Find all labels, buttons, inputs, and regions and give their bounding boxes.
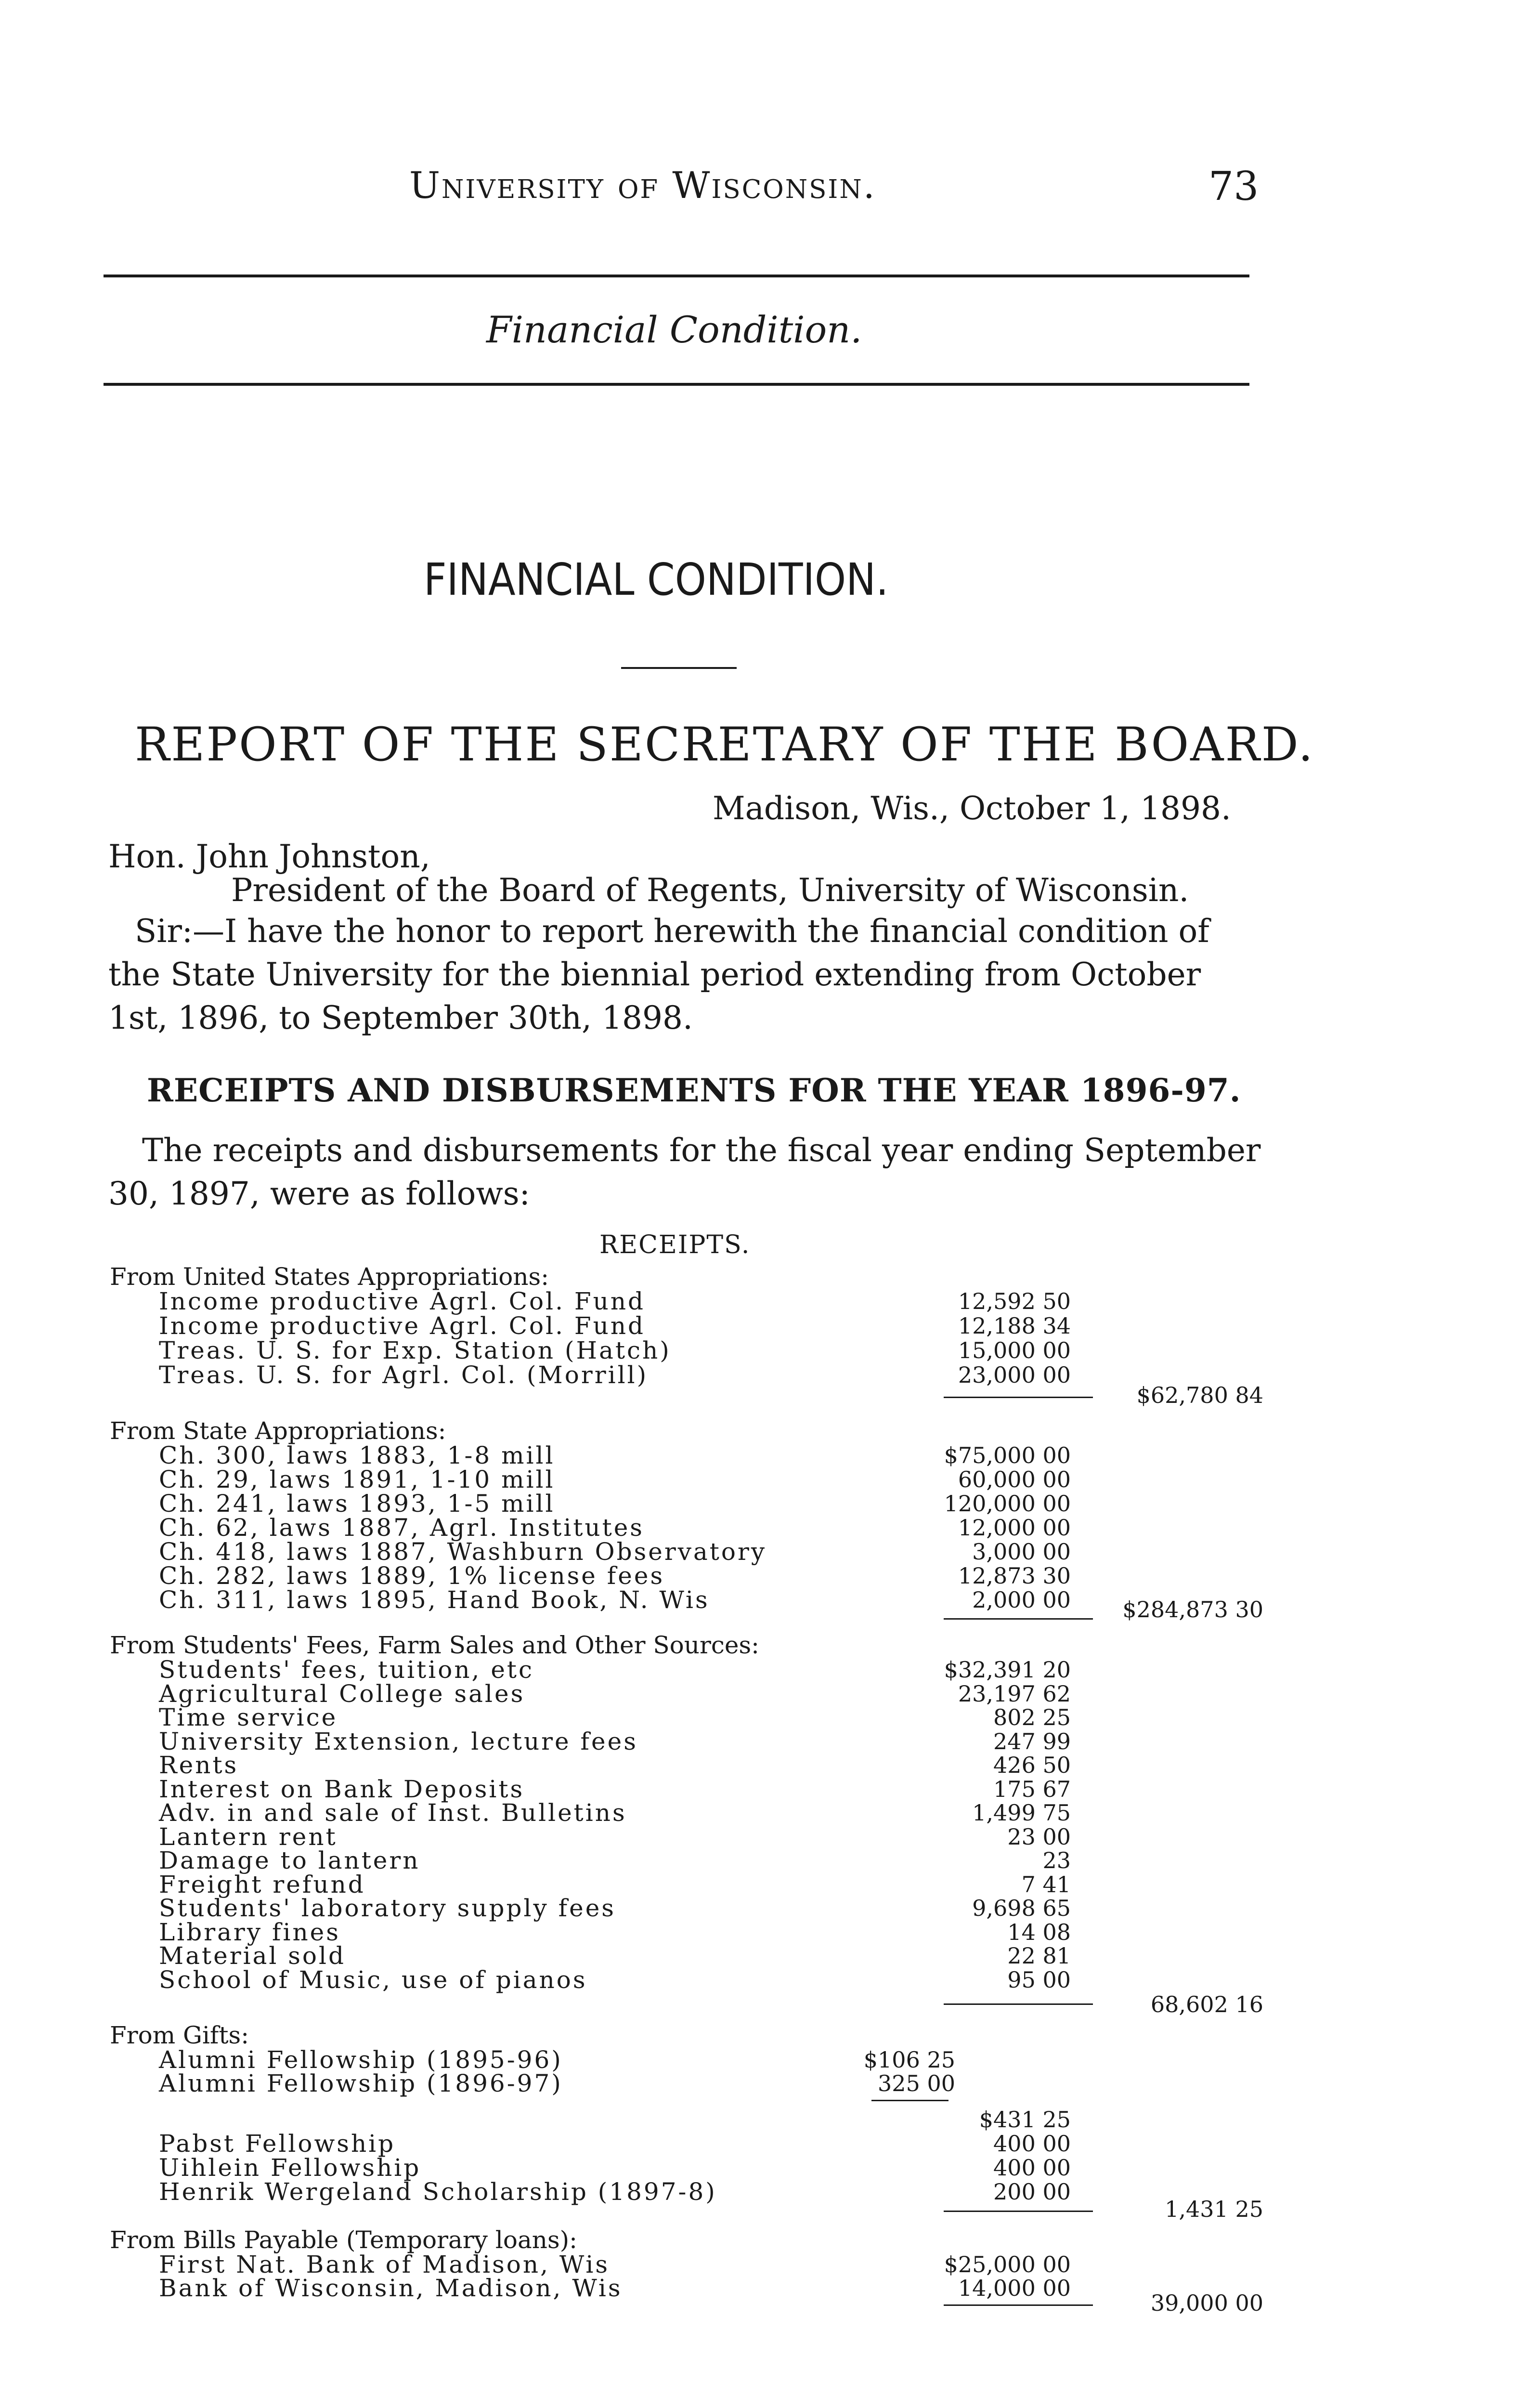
ledger-row: Time service 802 25 bbox=[159, 1703, 1071, 1731]
ledger-row: Interest on Bank Deposits 175 67 bbox=[159, 1775, 1071, 1803]
salutation-line: the State University for the biennial period extending from October bbox=[108, 956, 1201, 993]
ledger-row: Students' fees, tuition, etc $32,391 20 bbox=[159, 1656, 1071, 1684]
ledger-row: First Nat. Bank of Madison, Wis $25,000 00 bbox=[159, 2251, 1071, 2278]
section-heading: RECEIPTS AND DISBURSEMENTS FOR THE YEAR 1896-97. bbox=[147, 1072, 1241, 1109]
dateline: Madison, Wis., October 1, 1898. bbox=[713, 790, 1232, 827]
ledger-row: Treas. U. S. for Exp. Station (Hatch) 15,000 00 bbox=[159, 1336, 1071, 1364]
running-head: University of Wisconsin. bbox=[409, 164, 876, 207]
addressee: Hon. John Johnston, bbox=[108, 838, 430, 875]
group-heading: From United States Appropriations: bbox=[110, 1263, 549, 1291]
addressee-title: President of the Board of Regents, University of Wisconsin. bbox=[231, 872, 1189, 909]
ledger-row: Treas. U. S. for Agrl. Col. (Morrill) 23,000 00 bbox=[159, 1361, 1071, 1389]
subtotal-rule bbox=[871, 2100, 948, 2101]
group-total: $284,873 30 bbox=[1122, 1597, 1263, 1623]
ledger-row: School of Music, use of pianos 95 00 bbox=[159, 1966, 1071, 1994]
ledger-row: Material sold 22 81 bbox=[159, 1942, 1071, 1970]
ledger-row: Damage to lantern 23 bbox=[159, 1846, 1071, 1874]
intro-line: 30, 1897, were as follows: bbox=[108, 1175, 530, 1212]
subtotal-rule bbox=[944, 2304, 1093, 2306]
ledger-row: Library fines 14 08 bbox=[159, 1918, 1071, 1946]
group-heading: From Gifts: bbox=[110, 2021, 249, 2049]
ledger-row: Freight refund 7 41 bbox=[159, 1871, 1071, 1898]
subtotal-rule bbox=[944, 2003, 1093, 2005]
ledger-row: Uihlein Fellowship 400 00 bbox=[159, 2154, 1071, 2182]
ledger-row: Pabst Fellowship 400 00 bbox=[159, 2130, 1071, 2158]
group-heading: From State Appropriations: bbox=[110, 1417, 446, 1445]
ledger-row: Students' laboratory supply fees 9,698 65 bbox=[159, 1894, 1071, 1922]
group-heading: From Bills Payable (Temporary loans): bbox=[110, 2226, 577, 2254]
page-title: FINANCIAL CONDITION. bbox=[424, 554, 889, 605]
intro-line: The receipts and disbursements for the fiscal year ending September bbox=[142, 1132, 1261, 1169]
group-total: 39,000 00 bbox=[1150, 2290, 1263, 2316]
ledger-row: Agricultural College sales 23,197 62 bbox=[159, 1680, 1071, 1708]
ledger-row: Alumni Fellowship (1895-96) $106 25 bbox=[159, 2046, 955, 2074]
ledger-row: Henrik Wergeland Scholarship (1897-8) 200 00 bbox=[159, 2178, 1071, 2206]
ledger-row: Ch. 29, laws 1891, 1-10 mill 60,000 00 bbox=[159, 1466, 1071, 1493]
ledger-row: Ch. 282, laws 1889, 1% license fees 12,873 30 bbox=[159, 1562, 1071, 1590]
ledger-row: Ch. 62, laws 1887, Agrl. Institutes 12,000 00 bbox=[159, 1514, 1071, 1542]
ledger-row: Ch. 311, laws 1895, Hand Book, N. Wis 2,000 00 bbox=[159, 1586, 1071, 1614]
section-head: Financial Condition. bbox=[486, 308, 862, 351]
ledger-row: Bank of Wisconsin, Madison, Wis 14,000 00 bbox=[159, 2274, 1071, 2302]
ledger-row: Income productive Agrl. Col. Fund 12,592 50 bbox=[159, 1287, 1071, 1315]
subtotal-rule bbox=[944, 1397, 1093, 1398]
ledger-row: Rents 426 50 bbox=[159, 1751, 1071, 1779]
page-number: 73 bbox=[1208, 164, 1259, 209]
ledger-row: Ch. 241, laws 1893, 1-5 mill 120,000 00 bbox=[159, 1490, 1071, 1518]
report-subtitle: REPORT OF THE SECRETARY OF THE BOARD. bbox=[135, 718, 1314, 772]
ledger-row: Lantern rent 23 00 bbox=[159, 1823, 1071, 1851]
group-total: 1,431 25 bbox=[1165, 2196, 1263, 2222]
ledger-row: Ch. 300, laws 1883, 1-8 mill $75,000 00 bbox=[159, 1441, 1071, 1469]
ledger-row: Adv. in and sale of Inst. Bulletins 1,499 75 bbox=[159, 1799, 1071, 1827]
subtotal-rule bbox=[944, 1618, 1093, 1620]
ledger-row: Ch. 418, laws 1887, Washburn Observatory 3,000 00 bbox=[159, 1538, 1071, 1566]
ledger-row: $431 25 bbox=[979, 2107, 1071, 2133]
group-total: $62,780 84 bbox=[1136, 1382, 1263, 1408]
ledger-row: University Extension, lecture fees 247 99 bbox=[159, 1727, 1071, 1755]
ledger-row: Income productive Agrl. Col. Fund 12,188 34 bbox=[159, 1312, 1071, 1340]
salutation-line: 1st, 1896, to September 30th, 1898. bbox=[108, 999, 693, 1036]
group-heading: From Students' Fees, Farm Sales and Other Sources: bbox=[110, 1631, 759, 1659]
receipts-label: RECEIPTS. bbox=[599, 1230, 751, 1259]
subtotal-rule bbox=[944, 2211, 1093, 2212]
ledger-row: Alumni Fellowship (1896-97) 325 00 bbox=[159, 2069, 955, 2097]
group-total: 68,602 16 bbox=[1150, 1991, 1263, 2017]
salutation-line: Sir:—I have the honor to report herewith the financial condition of bbox=[135, 913, 1209, 950]
